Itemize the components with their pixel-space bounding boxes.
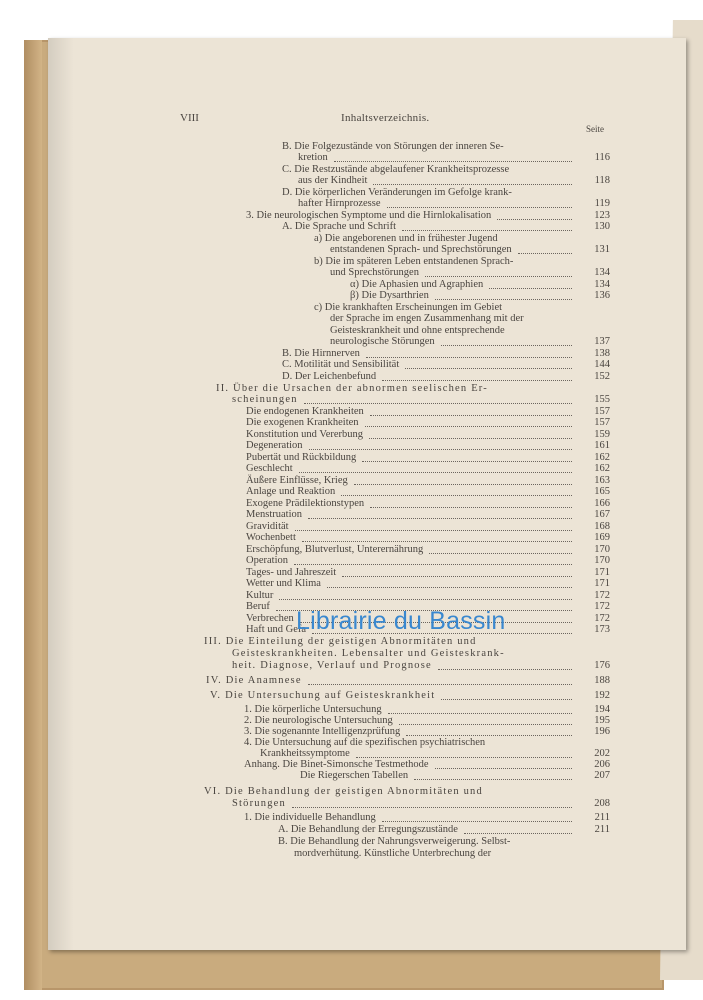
toc-entry-text: Geschlecht [246,463,293,474]
toc-entry-text: 1. Die körperliche Untersuchung [244,704,382,715]
toc-page-number: 202 [594,748,610,759]
dot-leader [362,460,572,462]
toc-page-number: 130 [594,221,610,232]
toc-page-number: 162 [594,452,610,463]
toc-page-number: 166 [594,498,610,509]
toc-entry-text: Anhang. Die Binet-Simonsche Testmethode [244,759,429,770]
dot-leader [302,540,572,542]
book-spine-edge [24,40,42,990]
dot-leader [489,287,572,289]
dot-leader [354,483,572,485]
toc-page-number: 172 [594,613,610,624]
toc-entry-text: 4. Die Untersuchung auf die spezifischen psychiatrischen [244,737,486,748]
toc-entry-text: Operation [246,555,288,566]
toc-entry-text: Die Riegerschen Tabellen [300,770,409,781]
toc-page-number: 169 [594,532,610,543]
toc-entry-text: 3. Die sogenannte Intelligenzprüfung [244,726,401,737]
toc-page-number: 173 [594,624,610,635]
toc-entry-text: B. Die Hirnnerven [282,348,360,359]
toc-entry-text: Wetter und Klima [246,578,321,589]
toc-page-number: 168 [594,521,610,532]
toc-entry-text: Die endogenen Krankheiten [246,406,364,417]
toc-entry-text: α) Die Aphasien und Agraphien [350,279,484,290]
toc-page-number: 157 [594,406,610,417]
toc-page-number: 172 [594,590,610,601]
toc-entry-text: scheinungen [232,394,298,405]
toc-entry-text: Menstruation [246,509,302,520]
page-number-roman: VIII [180,112,199,124]
toc-entry-text: D. Der Leichenbefund [282,371,377,382]
toc-page-number: 167 [594,509,610,520]
toc-page-number: 176 [594,660,610,671]
watermark-text: Librairie du Bassin [296,607,506,635]
toc-page-number: 192 [594,690,610,701]
toc-page-number: 163 [594,475,610,486]
toc-page-number: 188 [594,675,610,686]
toc-page-number: 137 [594,336,610,347]
toc-entry-text: Erschöpfung, Blutverlust, Unterernährung [246,544,424,555]
toc-entry-text: entstandenen Sprach- und Sprechstörungen [330,244,512,255]
toc-entry-text: kretion [298,152,328,163]
dot-leader [369,437,572,439]
toc-entry-text: A. Die Sprache und Schrift [282,221,397,232]
toc-entry-text: Die exogenen Krankheiten [246,417,359,428]
toc-entry-text: D. Die körperlichen Veränderungen im Gefolge krank- [282,187,512,198]
toc-entry-text: Geisteskrankheit und ohne entsprechende [330,325,505,336]
dot-leader [438,668,572,670]
toc-page-number: 144 [594,359,610,370]
toc-entry-text: Äußere Einflüsse, Krieg [246,475,348,486]
toc-page-number: 152 [594,371,610,382]
toc-entry-text: hafter Hirnprozesse [298,198,381,209]
dot-leader [387,206,572,208]
toc-page-number: 155 [594,394,610,405]
toc-entry-text: C. Die Restzustände abgelaufener Krankheitsprozesse [282,164,510,175]
dot-leader [292,806,572,808]
toc-entry-text: Konstitution und Vererbung [246,429,364,440]
dot-leader [429,552,572,554]
dot-leader [382,379,572,381]
toc-entry-text: II. Über die Ursachen der abnormen seelischen Er- [216,383,488,394]
dot-leader [402,229,572,231]
toc-entry-text: Geisteskrankheiten. Lebensalter und Geisteskrank- [232,648,505,659]
toc-page-number: 170 [594,544,610,555]
seite-label: Seite [586,124,604,134]
toc-entry-text: Anlage und Reaktion [246,486,336,497]
toc-page-number: 116 [594,152,610,163]
toc-page-number: 207 [594,770,610,781]
toc-page-number: 161 [594,440,610,451]
toc-entry-text: Verbrechen [246,613,294,624]
toc-entry-text: Wochenbett [246,532,296,543]
dot-leader [388,712,572,714]
toc-entry-text: VI. Die Behandlung der geistigen Abnormitäten und [204,786,483,797]
dot-leader [295,529,572,531]
dot-leader [441,344,572,346]
toc-entry-text: Tages- und Jahreszeit [246,567,337,578]
toc-page-number: 157 [594,417,610,428]
dot-leader [497,218,572,220]
toc-page-number: 194 [594,704,610,715]
dot-leader [309,448,572,450]
dot-leader [464,832,572,834]
dot-leader [341,494,572,496]
toc-page-number: 123 [594,210,610,221]
dot-leader [373,183,572,185]
dot-leader [406,734,572,736]
toc-entry-text: β) Die Dysarthrien [350,290,429,301]
dot-leader [370,414,572,416]
toc-page-number: 136 [594,290,610,301]
toc-page-number: 119 [594,198,610,209]
dot-leader [327,586,572,588]
toc-entry-text: B. Die Behandlung der Nahrungsverweigerung. Selbst- [278,836,511,847]
toc-entry-text: C. Motilität und Sensibilität [282,359,400,370]
dot-leader [299,471,572,473]
toc-page-number: 171 [594,567,610,578]
dot-leader [435,767,572,769]
dot-leader [308,517,572,519]
toc-entry-text: V. Die Untersuchung auf Geisteskrankheit [210,690,436,701]
toc-entry-text: Kultur [246,590,274,601]
toc-entry-text: A. Die Behandlung der Erregungszustände [278,824,458,835]
dot-leader [356,756,572,758]
dot-leader [370,506,572,508]
dot-leader [334,160,572,162]
toc-page-number: 208 [594,798,610,809]
toc-page-number: 138 [594,348,610,359]
dot-leader [308,683,572,685]
toc-page-number: 134 [594,279,610,290]
toc-entry-text: b) Die im späteren Leben entstandenen Sprach- [314,256,514,267]
toc-page-number: 162 [594,463,610,474]
toc-page-number: 165 [594,486,610,497]
toc-entry-text: Beruf [246,601,270,612]
page-title: Inhaltsverzeichnis. [341,112,430,124]
toc-page-number: 172 [594,601,610,612]
toc-page-number: 211 [594,812,610,823]
toc-page-number: 206 [594,759,610,770]
toc-page-number: 196 [594,726,610,737]
toc-entry-text: 1. Die individuelle Behandlung [244,812,376,823]
dot-leader [382,820,572,822]
toc-entry-text: der Sprache im engen Zusammenhang mit der [330,313,524,324]
toc-entry-text: B. Die Folgezustände von Störungen der inneren Se- [282,141,504,152]
toc-page-number: 134 [594,267,610,278]
dot-leader [365,425,572,427]
dot-leader [294,563,572,565]
toc-entry-text: Krankheitssymptome [260,748,350,759]
toc-entry-text: aus der Kindheit [298,175,368,186]
dot-leader [342,575,572,577]
toc-page-number: 195 [594,715,610,726]
toc-entry-text: Exogene Prädilektionstypen [246,498,365,509]
toc-page-number: 118 [594,175,610,186]
toc-entry-text: Pubertät und Rückbildung [246,452,357,463]
toc-entry-text: Degeneration [246,440,303,451]
dot-leader [304,402,572,404]
toc-entry-text: mordverhütung. Künstliche Unterbrechung der [294,848,492,859]
toc-entry-text: III. Die Einteilung der geistigen Abnormitäten und [204,636,477,647]
dot-leader [399,723,572,725]
dot-leader [435,298,572,300]
dot-leader [414,778,572,780]
dot-leader [441,698,572,700]
toc-entry-text: Haft und Gefa [246,624,307,635]
dot-leader [518,252,572,254]
toc-entry-text: Störungen [232,798,286,809]
dot-leader [366,356,572,358]
toc-page-number: 131 [594,244,610,255]
toc-page-number: 159 [594,429,610,440]
toc-entry-text: 2. Die neurologische Untersuchung [244,715,393,726]
dot-leader [405,367,572,369]
toc-entry-text: 3. Die neurologischen Symptome und die Hirnlokalisation [246,210,492,221]
toc-entry-text: und Sprechstörungen [330,267,419,278]
toc-entry-text: Gravidität [246,521,289,532]
dot-leader [425,275,572,277]
toc-page-number: 170 [594,555,610,566]
toc-page-number: 211 [594,824,610,835]
toc-entry-text: heit. Diagnose, Verlauf und Prognose [232,660,432,671]
dot-leader [279,598,572,600]
toc-entry-text: a) Die angeborenen und in frühester Jugend [314,233,498,244]
toc-entry-text: c) Die krankhaften Erscheinungen im Gebiet [314,302,503,313]
toc-page-number: 171 [594,578,610,589]
toc-entry-text: IV. Die Anamnese [206,675,302,686]
toc-entry-text: neurologische Störungen [330,336,435,347]
